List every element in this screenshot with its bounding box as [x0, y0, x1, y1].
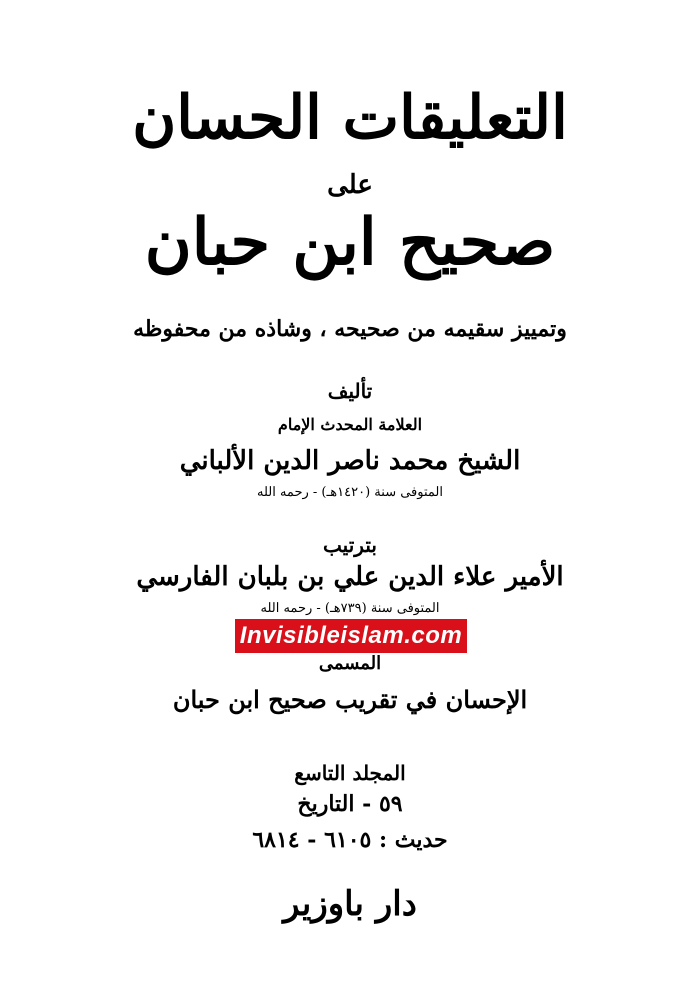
- author-laqab: العلامة المحدث الإمام: [277, 415, 423, 434]
- tartib-label: بترتيب: [323, 533, 377, 557]
- original-title: الإحسان في تقريب صحيح ابن حبان: [172, 685, 528, 714]
- author-name: الشيخ محمد ناصر الدين الألباني: [179, 446, 521, 476]
- talif-label: تأليف: [327, 379, 373, 403]
- watermark-banner: Invisibleislam.com: [235, 619, 467, 653]
- volume-label: المجلد التاسع: [294, 761, 406, 785]
- musamma-label: المسمى: [318, 653, 382, 674]
- topic-label: ٥٩ - التاريخ: [297, 791, 403, 817]
- author-death-note: المتوفى سنة (١٤٢٠هـ) - رحمه الله: [256, 485, 443, 500]
- arranger-name: الأمير علاء الدين علي بن بلبان الفارسي: [136, 562, 564, 592]
- title-line-1: التعليقات الحسان: [132, 83, 568, 153]
- subtitle: وتمييز سقيمه من صحيحه ، وشاذه من محفوظه: [133, 316, 567, 342]
- arranger-death-note: المتوفى سنة (٧٣٩هـ) - رحمه الله: [260, 601, 440, 616]
- title-line-2: صحيح ابن حبان: [144, 205, 556, 280]
- title-connector: على: [327, 170, 373, 200]
- hadith-range: حديث : ٦١٠٥ - ٦٨١٤: [252, 827, 448, 853]
- publisher-name: دار باوزير: [283, 884, 417, 924]
